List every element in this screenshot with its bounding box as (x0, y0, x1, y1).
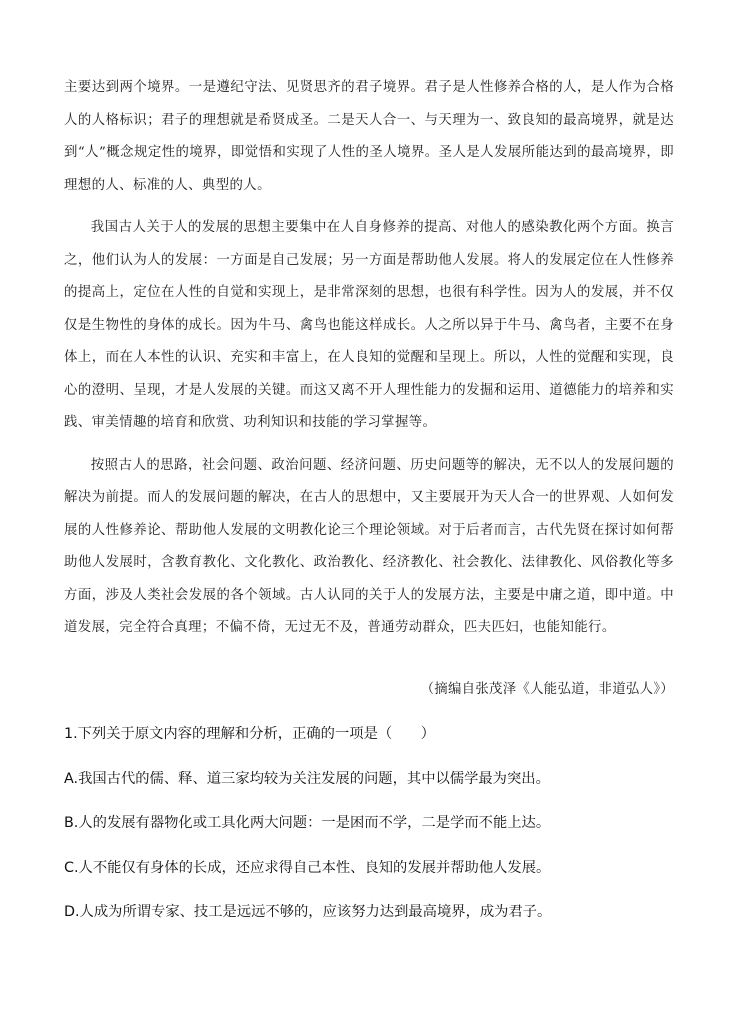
passage-paragraph-2: 我国古人关于人的发展的思想主要集中在人自身修养的提高、对他人的感染教化两个方面。换言之，他们认为人的发展：一方面是自己发展；另一方面是帮助他人发展。将人的发展定位在人性修养的提高上，定位在人性的自觉和实现上，是非常深刻的思想，也很有科学性。因为人的发展，并不仅仅是生物性的身体的成长。因为牛马、禽鸟也能这样成长。人之所以异于牛马、禽鸟者，主要不在身体上，而在人本性的认识、充实和丰富上，在人良知的觉醒和呈现上。所以，人性的觉醒和实现，良心的澄明、呈现，才是人发展的关键。而这又离不开人理性能力的发掘和运用、道德能力的培养和实践、审美情趣的培育和欣赏、功利知识和技能的学习掌握等。 (64, 220, 674, 430)
option-a: A.我国古代的儒、释、道三家均较为关注发展的问题，其中以儒学最为突出。 (64, 770, 550, 787)
passage-source-citation: （摘编自张茂泽《人能弘道，非道弘人》） (420, 682, 674, 697)
option-c: C.人不能仅有身体的长成，还应求得自己本性、良知的发展并帮助他人发展。 (64, 859, 551, 876)
reading-passage (64, 72, 674, 655)
question-1 (64, 720, 684, 943)
passage-paragraph-1: 主要达到两个境界。一是遵纪守法、见贤思齐的君子境界。君子是人性修养合格的人，是人作为合格人的人格标识；君子的理想就是希贤成圣。二是天人合一、与天理为一、致良知的最高境界，就是达到“人”概念规定性的境界，即觉悟和实现了人性的圣人境界。圣人是人发展所能达到的最高境界，即理想的人、标准的人、典型的人。 (64, 80, 674, 193)
option-b: B.人的发展有器物化或工具化两大问题：一是困而不学，二是学而不能上达。 (64, 815, 551, 831)
passage-paragraph-3: 按照古人的思路，社会问题、政治问题、经济问题、历史问题等的解决，无不以人的发展问题的解决为前提。而人的发展问题的解决，在古人的思想中，又主要展开为天人合一的世界观、人如何发展的人性修养论、帮助他人发展的文明教化论三个理论领域。对于后者而言，古代先贤在探讨如何帮助他人发展时，含教育教化、文化教化、政治教化、经济教化、社会教化、法律教化、风俗教化等多方面，涉及人类社会发展的各个领域。古人认同的关于人的发展方法，主要是中庸之道，即中道。中道发展，完全符合真理；不偏不倚，无过无不及，普通劳动群众，匹夫匹妇，也能知能行。 (64, 457, 674, 635)
option-d: D.人成为所谓专家、技工是远远不够的，应该努力达到最高境界，成为君子。 (64, 904, 552, 920)
question-stem: 1.下列关于原文内容的理解和分析，正确的一项是（ ） (64, 726, 436, 742)
